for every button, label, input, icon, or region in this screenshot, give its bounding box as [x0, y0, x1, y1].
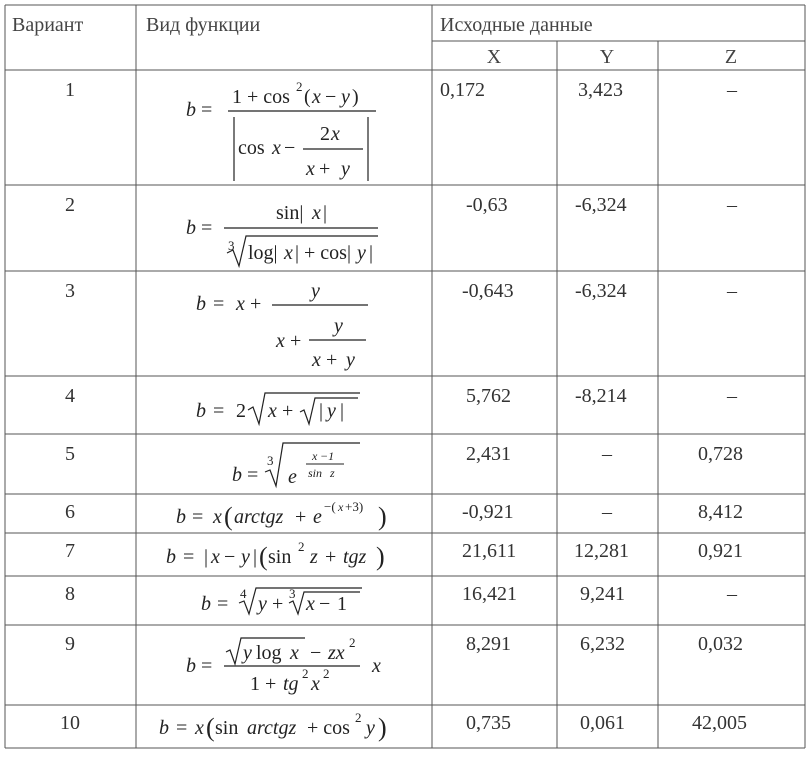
- svg-text:+: +: [290, 330, 302, 352]
- svg-text:tgz: tgz: [343, 546, 367, 568]
- svg-text:−: −: [284, 137, 296, 159]
- x-value: 8,291: [466, 633, 511, 655]
- svg-text:y: y: [311, 280, 320, 302]
- svg-text:y: y: [357, 242, 366, 264]
- svg-text:+ cos: + cos: [307, 717, 350, 739]
- svg-text:|: |: [253, 546, 258, 568]
- svg-text:|: |: [369, 242, 374, 264]
- svg-text:y: y: [241, 546, 250, 568]
- svg-text:3: 3: [289, 586, 296, 601]
- x-value: 5,762: [466, 385, 511, 407]
- header-variant: Вариант: [12, 14, 84, 36]
- svg-text:x: x: [236, 293, 245, 315]
- variant-number: 1: [65, 79, 75, 101]
- svg-text:x: x: [372, 655, 381, 677]
- z-value: –: [727, 583, 737, 605]
- y-value: 9,241: [580, 583, 625, 605]
- y-value: 0,061: [580, 712, 625, 734]
- svg-text:b: b: [186, 217, 196, 239]
- svg-text:2: 2: [349, 635, 356, 650]
- svg-text:sin: sin: [308, 466, 323, 480]
- z-value: –: [727, 194, 737, 216]
- svg-text:sin: sin: [268, 546, 292, 568]
- svg-text:sin: sin: [215, 717, 239, 739]
- svg-text:2: 2: [296, 79, 303, 94]
- svg-text:z: z: [310, 546, 318, 568]
- formula-row-6: [176, 499, 387, 531]
- svg-text:x: x: [276, 330, 285, 352]
- svg-text:x: x: [284, 242, 293, 264]
- svg-text:−1: −1: [320, 449, 335, 463]
- svg-text:b: b: [196, 400, 206, 422]
- z-value: 8,412: [698, 501, 743, 523]
- svg-text:=: =: [192, 506, 204, 528]
- svg-text:+: +: [325, 546, 337, 568]
- formula-row-7: [166, 539, 385, 571]
- svg-text:=: =: [213, 400, 225, 422]
- z-value: 0,032: [698, 633, 743, 655]
- svg-text:y: y: [334, 315, 343, 337]
- svg-text:x: x: [312, 349, 321, 371]
- variant-number: 4: [65, 385, 75, 407]
- svg-text:|: |: [319, 400, 324, 422]
- svg-text:1: 1: [337, 593, 347, 615]
- svg-text:(: (: [304, 86, 311, 108]
- svg-text:x: x: [311, 673, 320, 695]
- z-value: 0,921: [698, 540, 743, 562]
- x-value: 16,421: [462, 583, 517, 605]
- svg-text:+3): +3): [345, 499, 364, 514]
- z-value: –: [727, 385, 737, 407]
- z-value: –: [727, 280, 737, 302]
- svg-text:2: 2: [236, 400, 246, 422]
- svg-text:−: −: [310, 642, 322, 664]
- y-value: 12,281: [574, 540, 629, 562]
- header-z: Z: [724, 46, 738, 68]
- svg-text:log: log: [256, 642, 282, 664]
- x-value: 0,735: [466, 712, 511, 734]
- formula-row-10: [159, 710, 387, 742]
- svg-text:arctgz: arctgz: [247, 717, 297, 739]
- x-value: 2,431: [466, 443, 511, 465]
- header-x: X: [486, 46, 502, 68]
- svg-text:−: −: [224, 546, 236, 568]
- svg-text:arctgz: arctgz: [234, 506, 284, 528]
- svg-text:+: +: [319, 158, 331, 180]
- svg-text:=: =: [183, 546, 195, 568]
- variant-number: 2: [65, 194, 75, 216]
- svg-text:|: |: [204, 546, 209, 568]
- svg-text:y: y: [258, 593, 267, 615]
- svg-text:): ): [378, 502, 387, 531]
- svg-text:2: 2: [302, 666, 309, 681]
- svg-text:+: +: [282, 400, 294, 422]
- svg-text:4: 4: [240, 586, 247, 601]
- svg-text:(: (: [259, 542, 268, 571]
- svg-text:y: y: [346, 349, 355, 371]
- formula-row-9: [186, 635, 381, 695]
- variant-number: 10: [60, 712, 80, 734]
- formula-row-8: [201, 586, 362, 615]
- formula-row-2: [186, 202, 378, 266]
- svg-text:x: x: [331, 123, 340, 145]
- svg-text:|: |: [340, 400, 345, 422]
- svg-text:(: (: [224, 502, 233, 531]
- z-value: 0,728: [698, 443, 743, 465]
- svg-text:=: =: [247, 464, 259, 486]
- svg-text:x: x: [290, 642, 299, 664]
- svg-text:x: x: [272, 137, 281, 159]
- svg-text:2: 2: [298, 539, 305, 554]
- svg-text:x: x: [312, 202, 321, 224]
- svg-text:2: 2: [323, 666, 330, 681]
- svg-text:tg: tg: [283, 673, 299, 695]
- svg-text:x: x: [306, 593, 315, 615]
- x-value: 21,611: [462, 540, 517, 562]
- svg-text:y: y: [341, 158, 350, 180]
- z-value: –: [727, 79, 737, 101]
- x-value: -0,63: [466, 194, 508, 216]
- x-value: -0,643: [462, 280, 514, 302]
- svg-text:=: =: [201, 217, 213, 239]
- svg-text:−: −: [325, 86, 337, 108]
- svg-text:x: x: [312, 449, 318, 463]
- y-value: 3,423: [578, 79, 623, 101]
- svg-text:b: b: [166, 546, 176, 568]
- formula-row-1: [186, 79, 376, 181]
- variant-number: 3: [65, 280, 75, 302]
- svg-text:b: b: [186, 655, 196, 677]
- svg-text:b: b: [186, 99, 196, 121]
- y-value: –: [602, 501, 612, 523]
- svg-text:): ): [352, 86, 359, 108]
- variant-number: 6: [65, 501, 75, 523]
- svg-text:=: =: [201, 99, 213, 121]
- svg-text:=: =: [217, 593, 229, 615]
- svg-text:+: +: [295, 506, 307, 528]
- svg-text:2: 2: [320, 123, 330, 145]
- variant-number: 7: [65, 540, 75, 562]
- header-y: Y: [599, 46, 615, 68]
- svg-text:x: x: [211, 546, 220, 568]
- svg-text:y: y: [327, 400, 336, 422]
- svg-text:y: y: [366, 717, 375, 739]
- y-value: –: [602, 443, 612, 465]
- svg-text:b: b: [176, 506, 186, 528]
- svg-text:sin|: sin|: [276, 202, 304, 224]
- svg-text:| + cos|: | + cos|: [295, 242, 351, 264]
- svg-text:zx: zx: [328, 642, 345, 664]
- variant-number: 9: [65, 633, 75, 655]
- svg-text:3: 3: [267, 453, 274, 468]
- svg-text:1 +: 1 +: [250, 673, 277, 695]
- y-value: -6,324: [575, 194, 627, 216]
- x-value: -0,921: [462, 501, 514, 523]
- svg-text:e: e: [288, 466, 297, 488]
- header-source-data: Исходные данные: [440, 14, 593, 36]
- y-value: -6,324: [575, 280, 627, 302]
- svg-text:b: b: [232, 464, 242, 486]
- svg-text:=: =: [176, 717, 188, 739]
- svg-text:+: +: [326, 349, 338, 371]
- svg-text:+: +: [272, 593, 284, 615]
- svg-text:3: 3: [228, 238, 235, 253]
- y-value: -8,214: [575, 385, 627, 407]
- variant-number: 8: [65, 583, 75, 605]
- svg-text:=: =: [213, 293, 225, 315]
- svg-text:b: b: [159, 717, 169, 739]
- svg-text:x: x: [268, 400, 277, 422]
- svg-text:x: x: [338, 500, 344, 514]
- svg-text:e: e: [313, 506, 322, 528]
- formula-row-4: [196, 393, 360, 424]
- svg-text:x: x: [195, 717, 204, 739]
- svg-text:b: b: [201, 593, 211, 615]
- svg-text:x: x: [213, 506, 222, 528]
- formula-row-3: [196, 280, 368, 371]
- svg-text:b: b: [196, 293, 206, 315]
- formula-row-5: [232, 443, 360, 488]
- x-value: 0,172: [440, 79, 485, 101]
- svg-text:2: 2: [355, 710, 362, 725]
- svg-text:cos: cos: [238, 137, 265, 159]
- svg-text:x: x: [306, 158, 315, 180]
- svg-text:1 + cos: 1 + cos: [232, 86, 290, 108]
- header-function-type: Вид функции: [146, 14, 261, 36]
- svg-text:y: y: [243, 642, 252, 664]
- svg-text:x: x: [312, 86, 321, 108]
- svg-text:y: y: [341, 86, 350, 108]
- variant-number: 5: [65, 443, 75, 465]
- svg-text:log|: log|: [248, 242, 278, 264]
- svg-text:): ): [376, 542, 385, 571]
- svg-text:=: =: [201, 655, 213, 677]
- z-value: 42,005: [692, 712, 747, 734]
- table-grid: [5, 5, 805, 748]
- svg-text:): ): [378, 713, 387, 742]
- svg-text:+: +: [250, 293, 262, 315]
- y-value: 6,232: [580, 633, 625, 655]
- svg-text:(: (: [206, 713, 215, 742]
- svg-text:−(: −(: [324, 499, 336, 514]
- svg-text:|: |: [323, 202, 328, 224]
- svg-text:z: z: [330, 466, 335, 480]
- svg-text:−: −: [319, 593, 331, 615]
